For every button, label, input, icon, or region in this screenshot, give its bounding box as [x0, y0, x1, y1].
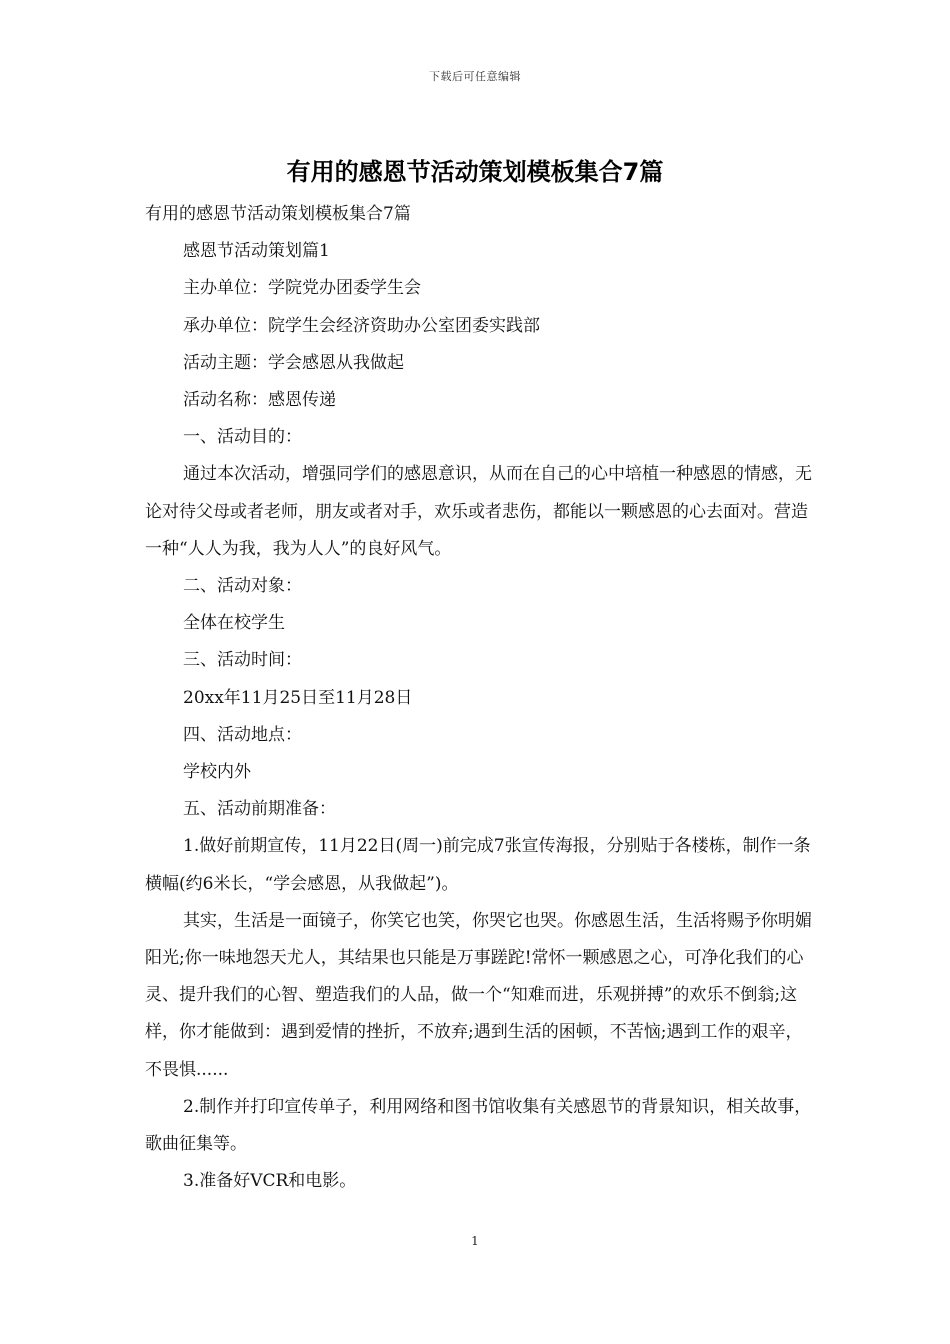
- section-heading: 四、活动地点：: [183, 724, 302, 745]
- document-body: [145, 196, 817, 1200]
- section-heading: 二、活动对象：: [183, 576, 302, 597]
- header-note: 下载后可任意编辑: [429, 70, 521, 83]
- paragraph: 20xx年11月25日至11月28日: [183, 687, 413, 708]
- paragraph: 其实，生活是一面镜子，你笑它也笑，你哭它也哭。你感恩生活，生活将赐予你明媚阳光;你一味地怨天尤人，其结果也只能是万事蹉跎!常怀一颗感恩之心，可净化我们的心灵、提升我们的心智、塑造我们的人品，做一个“知难而进，乐观拼搏”的欢乐不倒翁;这样，你才能做到：遇到爱情的挫折，不放弃;遇到生活的困顿，不苦恼;遇到工作的艰辛，不畏惧......: [145, 910, 812, 1080]
- paragraph: 主办单位：学院党办团委学生会: [183, 278, 421, 299]
- paragraph: 全体在校学生: [183, 613, 285, 634]
- paragraph: 2.制作并打印宣传单子，利用网络和图书馆收集有关感恩节的背景知识，相关故事，歌曲征集等。: [145, 1096, 812, 1155]
- paragraph: 学校内外: [183, 762, 251, 783]
- section-heading: 一、活动目的：: [183, 427, 302, 448]
- paragraph: 活动名称：感恩传递: [183, 390, 336, 411]
- subtitle-paragraph: 有用的感恩节活动策划模板集合7篇: [145, 204, 411, 224]
- section-heading: 感恩节活动策划篇1: [183, 241, 330, 262]
- paragraph: 3.准备好VCR和电影。: [183, 1171, 357, 1192]
- paragraph: 通过本次活动，增强同学们的感恩意识，从而在自己的心中培植一种感恩的情感，无论对待父母或者老师，朋友或者对手，欢乐或者悲伤，都能以一颗感恩的心去面对。营造一种“人人为我，我为人人”的良好风气。: [145, 464, 812, 559]
- paragraph: 1.做好前期宣传，11月22日(周一)前完成7张宣传海报，分别贴于各楼栋，制作一条横幅(约6米长，“学会感恩，从我做起”)。: [145, 836, 811, 894]
- document-title: 有用的感恩节活动策划模板集合7篇: [286, 158, 664, 186]
- section-heading: 五、活动前期准备：: [183, 799, 336, 820]
- paragraph: 活动主题：学会感恩从我做起: [183, 352, 404, 373]
- paragraph: 承办单位：院学生会经济资助办公室团委实践部: [183, 315, 540, 336]
- page-number: 1: [471, 1234, 479, 1248]
- section-heading: 三、活动时间：: [183, 650, 302, 671]
